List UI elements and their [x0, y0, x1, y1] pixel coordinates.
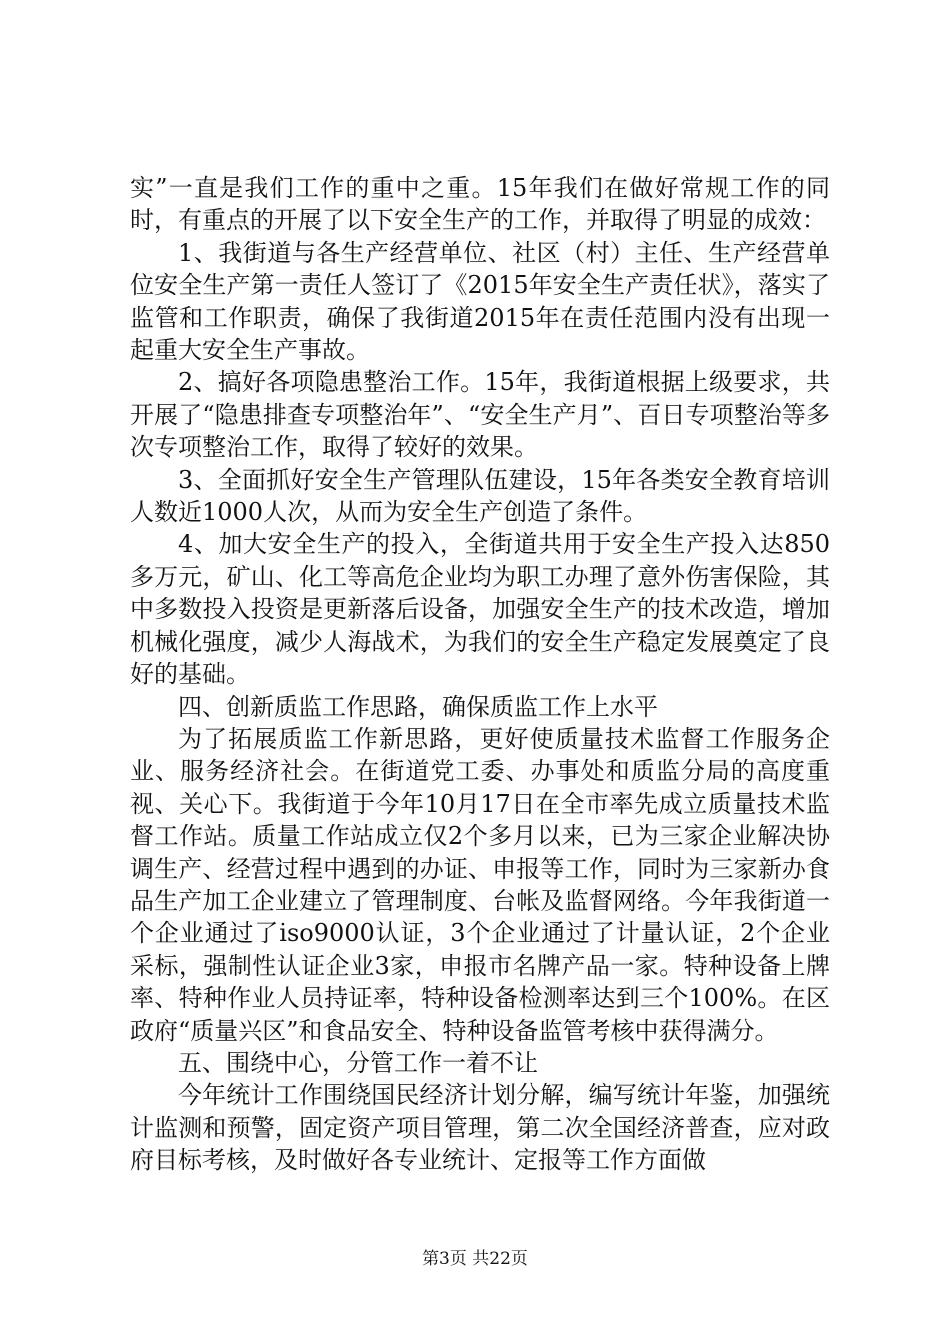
paragraph: 为了拓展质监工作新思路，更好使质量技术监督工作服务企业、服务经济社会。在街道党工委、办事处和质监分局的高度重视、关心下。我街道于今年10月17日在全市率先成立质量技术监督工作站。质量工作站成立仅2个多月以来，已为三家企业解决协调生产、经营过程中遇到的办证、申报等工作，同时为三家新办食品生产加工企业建立了管理制度、台帐及监督网络。今年我街道一个企业通过了iso9000认证，3个企业通过了计量认证，2个企业采标，强制性认证企业3家，申报市名牌产品一家。特种设备上牌率、特种作业人员持证率，特种设备检测率达到三个100%。在区政府“质量兴区”和食品安全、特种设备监管考核中获得满分。: [130, 724, 830, 1045]
paragraph: 4、加大安全生产的投入，全街道共用于安全生产投入达850多万元，矿山、化工等高危企业均为职工办理了意外伤害保险，其中多数投入投资是更新落后设备，加强安全生产的技术改造，增加机械化强度，减少人海战术，为我们的安全生产稳定发展奠定了良好的基础。: [130, 530, 830, 689]
paragraph: 2、搞好各项隐患整治工作。15年，我街道根据上级要求，共开展了“隐患排查专项整治年”、“安全生产月”、百日专项整治等多次专项整治工作，取得了较好的效果。: [130, 368, 830, 462]
section-heading: 五、围绕中心，分管工作一着不让: [178, 1048, 538, 1077]
paragraph: 1、我街道与各生产经营单位、社区（村）主任、生产经营单位安全生产第一责任人签订了《2015年安全生产责任状》，落实了监管和工作职责，确保了我街道2015年在责任范围内没有出现一起重大安全生产事故。: [130, 238, 830, 365]
document-body: [130, 172, 830, 1177]
paragraph: 实”一直是我们工作的重中之重。15年我们在做好常规工作的同时，有重点的开展了以下安全生产的工作，并取得了明显的成效：: [130, 174, 830, 235]
paragraph: 3、全面抓好安全生产管理队伍建设，15年各类安全教育培训人数近1000人次，从而为安全生产创造了条件。: [130, 465, 830, 527]
page-number-footer: 第3页 共22页: [422, 1249, 528, 1269]
section-heading: 四、创新质监工作思路，确保质监工作上水平: [178, 692, 658, 721]
paragraph: 今年统计工作围绕国民经济计划分解，编写统计年鉴，加强统计监测和预警，固定资产项目管理，第二次全国经济普查，应对政府目标考核，及时做好各专业统计、定报等工作方面做: [130, 1081, 830, 1175]
